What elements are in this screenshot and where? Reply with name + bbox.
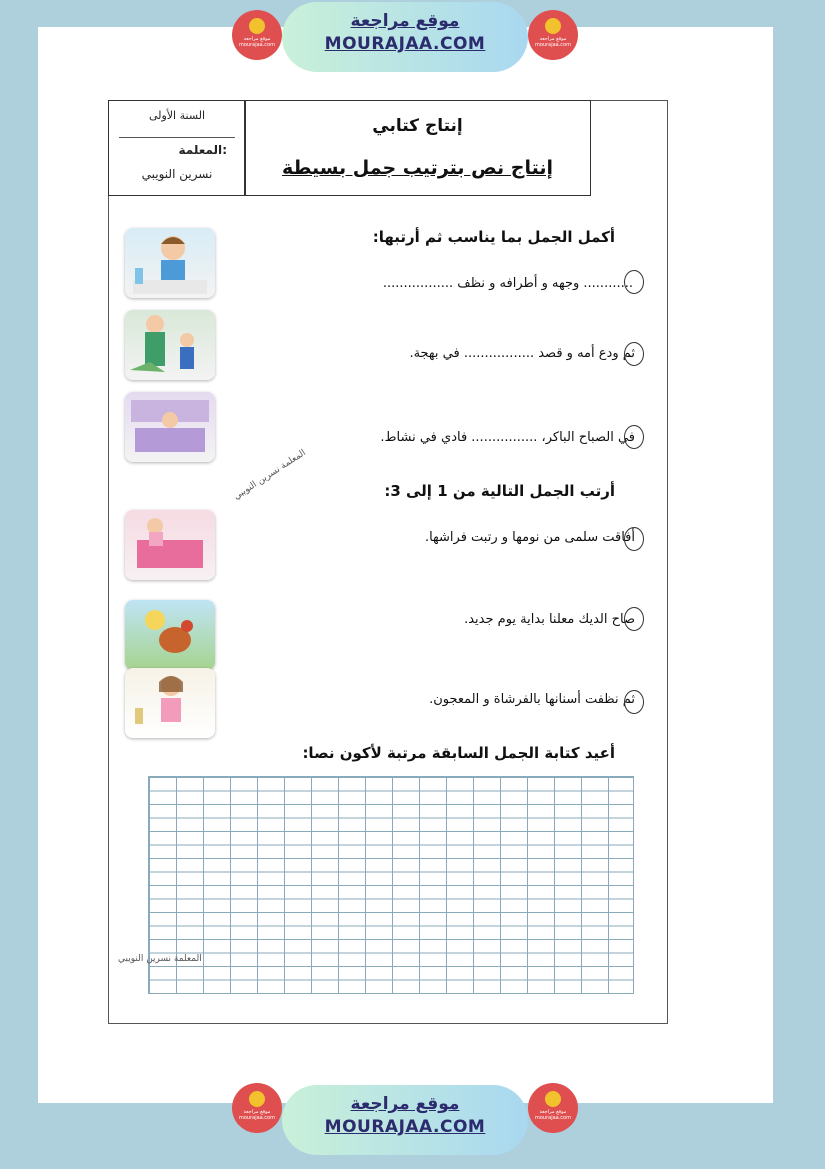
logo-icon [545, 1091, 561, 1107]
site-logo-right[interactable]: موقع مراجعة mourajaa.com [528, 10, 578, 60]
header-info-box [108, 100, 246, 196]
site-logo-right[interactable]: موقع مراجعة mourajaa.com [528, 1083, 578, 1133]
banner-arabic-text: موقع مراجعة [350, 1094, 460, 1114]
answer-circle[interactable] [624, 425, 644, 449]
exercise2-sentence-3: ثم نظفت أسنانها بالفرشاة و المعجون. [429, 692, 635, 707]
exercise2-sentence-2: صاح الديك معلنا بداية يوم جديد. [464, 612, 635, 627]
header-title-box [244, 100, 591, 196]
logo-icon [249, 18, 265, 34]
teacher-label: المعلمة: [178, 143, 227, 157]
answer-circle[interactable] [624, 270, 644, 294]
site-banner-top[interactable] [282, 2, 528, 72]
answer-circle[interactable] [624, 690, 644, 714]
banner-english-text: MOURAJAA.COM [324, 34, 486, 54]
rooster-crowing-image [125, 600, 215, 670]
watermark-text: المعلمة نسرين النويبي [118, 954, 202, 964]
exercise1-title: أكمل الجمل بما يناسب ثم أرتبها: [372, 228, 615, 246]
exercise1-sentence-3: في الصباح الباكر، ................ فادي في نشاط. [380, 430, 635, 445]
writing-grid[interactable] [148, 776, 634, 994]
topic-title: إنتاج نص بترتيب جمل بسيطة [281, 157, 554, 179]
answer-circle[interactable] [624, 527, 644, 551]
site-logo-left[interactable]: موقع مراجعة mourajaa.com [232, 10, 282, 60]
exercise1-sentence-1: ............ وجهه و أطرافه و نظف ................. [382, 276, 633, 291]
banner-arabic-text: موقع مراجعة [350, 11, 460, 31]
boy-brushing-teeth-image [125, 228, 215, 298]
boy-waking-up-image [125, 392, 215, 462]
answer-circle[interactable] [624, 342, 644, 366]
girl-brushing-teeth-image [125, 668, 215, 738]
answer-circle[interactable] [624, 607, 644, 631]
subject-title: إنتاج كتابي [372, 116, 463, 136]
exercise2-sentence-1: أفاقت سلمى من نومها و رتبت فراشها. [424, 530, 635, 545]
divider [119, 137, 235, 138]
site-logo-left[interactable]: موقع مراجعة mourajaa.com [232, 1083, 282, 1133]
teacher-name: نسرين النويبي [141, 167, 213, 181]
girl-making-bed-image [125, 510, 215, 580]
watermark-text: المعلمة نسرين النويبي [232, 448, 308, 502]
exercise3-title: أعيد كتابة الجمل السابقة مرتبة لأكون نصا: [302, 744, 615, 762]
boy-leaving-mother-image [125, 310, 215, 380]
logo-icon [545, 18, 561, 34]
logo-icon [249, 1091, 265, 1107]
grade-label: السنة الأولى [148, 109, 206, 122]
site-banner-bottom[interactable] [282, 1085, 528, 1155]
exercise2-title: أرتب الجمل التالية من 1 إلى 3: [384, 482, 615, 500]
banner-english-text: MOURAJAA.COM [324, 1117, 486, 1137]
exercise1-sentence-2: ثم ودع أمه و قصد ................. في بهجة. [409, 346, 635, 361]
